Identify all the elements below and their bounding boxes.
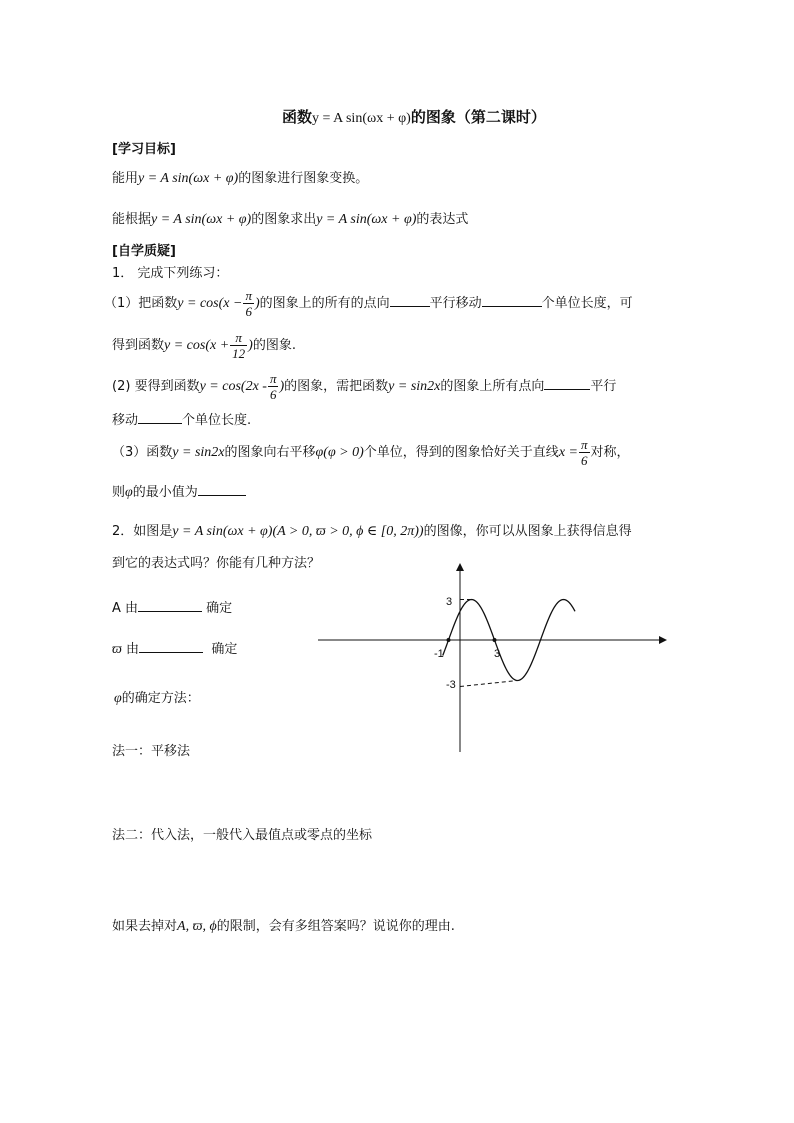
title-formula: y = A sin(ωx + φ) [312,111,411,126]
q1-intro: 1． 完成下列练习： [112,266,229,281]
page-title [282,108,546,128]
title-suffix: 的图象（第二课时） [410,108,546,126]
title-prefix: 函数 [282,108,313,126]
q1-part1-line2: 得到函数y = cos(x + $\frac{\pi}{12}$ )的图象. [112,330,296,361]
tick-label-x-neg1: -1 [434,648,444,660]
tick-label-y-neg3: -3 [446,679,456,691]
method-2: 法二：代入法，一般代入最值点或零点的坐标 [112,828,373,843]
answer-blank-units-2[interactable] [138,411,182,424]
q1-part1-line1: （1）把函数y = cos(x − $\frac{\pi}{6}$ )的图象上的所有的点向 平行移动 个单位长度，可 [104,288,633,319]
q2-a-line: A 由 确定 [112,601,233,616]
zero-point-left [447,638,451,642]
answer-blank-direction-2[interactable] [544,377,590,390]
goal-2-formula-1: y = A sin(ωx + φ) [151,212,252,227]
tick-label-x-3: 3 [494,648,501,660]
q2-w-line: ϖ 由 确定 [112,642,238,657]
fraction-pi-6: $\frac{\pi}{6}$ [245,288,252,319]
fraction-pi-6-c: $\frac{\pi}{6}$ [580,437,588,468]
section-self-heading: [自学质疑] [112,244,176,259]
goal-2: 能根据y = A sin(ωx + φ)的图象求出y = A sin(ωx + φ)的表达式 [112,212,469,227]
q1-part2-line1: (2) 要得到函数y = cos(2x - $\frac{\pi}{6}$ )的图象，需把函数y = sin2x的图象上所有点向 平行 [112,371,617,402]
final-question: 如果去掉对A, ϖ, ϕ的限制，会有多组答案吗？说说你的理由. [112,919,455,934]
min-dashed-line [460,681,518,687]
q2-line2: 到它的表达式吗？你能有几种方法？ [112,556,321,571]
goal-1-formula: y = A sin(ωx + φ) [138,171,239,186]
q1-part3-line1: （3）函数y = sin2x的图象向右平移φ(φ > 0)个单位，得到的图象恰好关于直线x = $\frac{\pi}{6}$ 对称， [112,437,630,468]
q2-phi-line: φ的确定方法： [114,691,200,706]
zero-point-right [493,638,497,642]
q1-part2-line2: 移动 个单位长度. [112,413,252,428]
fraction-pi-6-b: $\frac{\pi}{6}$ [269,371,277,402]
goal-1: 能用y = A sin(ωx + φ)的图象进行图象变换。 [112,171,369,186]
tick-label-y-3: 3 [446,596,453,608]
method-1: 法一：平移法 [112,744,191,759]
answer-blank-w[interactable] [139,640,203,653]
answer-blank-a[interactable] [138,599,202,612]
section-goals-heading: [学习目标] [112,142,176,157]
q2-formula: y = A sin(ωx + φ)(A > 0, ϖ > 0, ϕ ∈ [0, 2π)) [172,524,424,539]
answer-blank-direction[interactable] [390,294,430,307]
sine-graph [312,560,672,760]
fraction-pi-12: $\frac{\pi}{12}$ [232,330,246,361]
goal-2-formula-2: y = A sin(ωx + φ) [316,212,417,227]
q2-line1: 2．如图是y = A sin(ωx + φ)(A > 0, ϖ > 0, ϕ ∈ [0, 2π))的图像，你可以从图象上获得信息得 [112,524,632,539]
q1-part3-line2: 则φ的最小值为 [112,483,246,502]
answer-blank-units[interactable] [482,294,542,307]
answer-blank-min-phi[interactable] [198,483,246,496]
